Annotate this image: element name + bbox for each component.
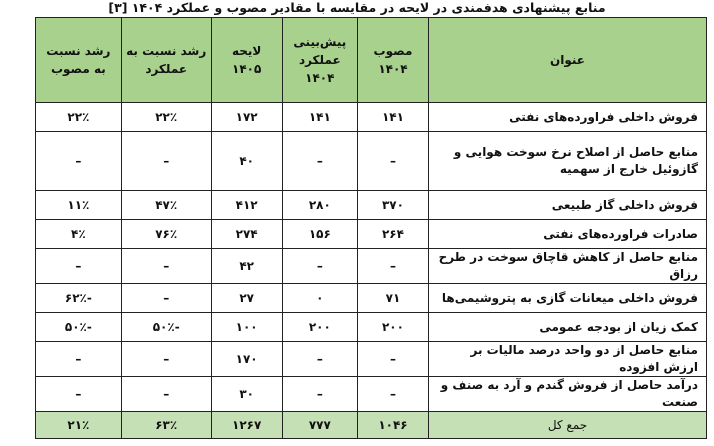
cell-approved: ۳۷۰ xyxy=(357,191,428,220)
total-row xyxy=(36,412,707,439)
cell-approved: – xyxy=(357,249,428,284)
cell-growth-performance: ۷۶٪ xyxy=(121,220,211,249)
cell-growth-performance: – xyxy=(121,342,211,377)
cell-bill: ۴۱۲ xyxy=(211,191,282,220)
row-title: فروش داخلی گاز طبیعی xyxy=(429,191,707,220)
cell-bill: ۱۷۰ xyxy=(211,342,282,377)
header-growth-performance: رشد نسبت به عملکرد xyxy=(121,18,211,103)
cell-growth-performance: -۵۰٪ xyxy=(121,313,211,342)
cell-forecast: – xyxy=(282,132,357,191)
cell-forecast: – xyxy=(282,249,357,284)
total-growth-approved: ۲۱٪ xyxy=(36,412,122,439)
cell-growth-approved: ۱۱٪ xyxy=(36,191,122,220)
budget-table xyxy=(35,17,707,439)
header-forecast: پیش‌بینی عملکرد ۱۴۰۴ xyxy=(282,18,357,103)
cell-growth-performance: ۴۷٪ xyxy=(121,191,211,220)
cell-forecast: – xyxy=(282,342,357,377)
row-title: منابع حاصل از دو واحد درصد مالیات بر ارزش افزوده xyxy=(429,342,707,377)
header-bill: لایحه ۱۴۰۵ xyxy=(211,18,282,103)
cell-approved: ۲۰۰ xyxy=(357,313,428,342)
table-row xyxy=(36,249,707,284)
cell-growth-approved: – xyxy=(36,132,122,191)
total-bill: ۱۲۶۷ xyxy=(211,412,282,439)
cell-growth-approved: -۵۰٪ xyxy=(36,313,122,342)
cell-forecast: ۲۰۰ xyxy=(282,313,357,342)
cell-bill: ۳۰ xyxy=(211,377,282,412)
total-forecast: ۷۷۷ xyxy=(282,412,357,439)
table-caption: منابع پیشنهادی هدفمندی در لایحه در مقایسه با مقادیر مصوب و عملکرد ۱۴۰۴ [۳] xyxy=(108,0,606,15)
row-title: کمک زیان از بودجه عمومی xyxy=(429,313,707,342)
total-growth-performance: ۶۳٪ xyxy=(121,412,211,439)
table-row xyxy=(36,284,707,313)
cell-growth-performance: – xyxy=(121,132,211,191)
header-row xyxy=(36,18,707,103)
cell-growth-approved: – xyxy=(36,377,122,412)
table-row xyxy=(36,191,707,220)
table-row xyxy=(36,377,707,412)
cell-growth-approved: -۶۲٪ xyxy=(36,284,122,313)
cell-forecast: ۱۵۶ xyxy=(282,220,357,249)
total-title: جمع کل xyxy=(429,412,707,439)
table-row xyxy=(36,220,707,249)
cell-forecast: – xyxy=(282,377,357,412)
cell-growth-performance: – xyxy=(121,284,211,313)
cell-growth-approved: – xyxy=(36,342,122,377)
cell-approved: – xyxy=(357,342,428,377)
header-approved: مصوب ۱۴۰۴ xyxy=(357,18,428,103)
cell-approved: ۲۶۴ xyxy=(357,220,428,249)
cell-growth-performance: – xyxy=(121,377,211,412)
header-title: عنوان xyxy=(429,18,707,103)
cell-growth-approved: ۴٪ xyxy=(36,220,122,249)
cell-forecast: ۱۴۱ xyxy=(282,103,357,132)
cell-bill: ۴۲ xyxy=(211,249,282,284)
row-title: منابع حاصل از اصلاح نرخ سوخت هوایی و گازوئیل خارج از سهمیه xyxy=(429,132,707,191)
row-title: منابع حاصل از کاهش قاچاق سوخت در طرح رزاق xyxy=(429,249,707,284)
table-row xyxy=(36,342,707,377)
row-title: درآمد حاصل از فروش گندم و آرد به صنف و صنعت xyxy=(429,377,707,412)
table-row xyxy=(36,132,707,191)
cell-approved: – xyxy=(357,377,428,412)
header-growth-approved: رشد نسبت به مصوب xyxy=(36,18,122,103)
cell-approved: – xyxy=(357,132,428,191)
cell-growth-performance: ۲۲٪ xyxy=(121,103,211,132)
cell-growth-performance: – xyxy=(121,249,211,284)
row-title: فروش داخلی فراورده‌های نفتی xyxy=(429,103,707,132)
cell-forecast: ۰ xyxy=(282,284,357,313)
cell-bill: ۲۷۴ xyxy=(211,220,282,249)
row-title: فروش داخلی میعانات گازی به پتروشیمی‌ها xyxy=(429,284,707,313)
cell-bill: ۴۰ xyxy=(211,132,282,191)
cell-forecast: ۲۸۰ xyxy=(282,191,357,220)
table-row xyxy=(36,313,707,342)
cell-growth-approved: ۲۲٪ xyxy=(36,103,122,132)
cell-approved: ۷۱ xyxy=(357,284,428,313)
cell-bill: ۱۷۲ xyxy=(211,103,282,132)
total-approved: ۱۰۴۶ xyxy=(357,412,428,439)
cell-bill: ۲۷ xyxy=(211,284,282,313)
cell-approved: ۱۴۱ xyxy=(357,103,428,132)
cell-growth-approved: – xyxy=(36,249,122,284)
cell-bill: ۱۰۰ xyxy=(211,313,282,342)
row-title: صادرات فراورده‌های نفتی xyxy=(429,220,707,249)
table-row xyxy=(36,103,707,132)
